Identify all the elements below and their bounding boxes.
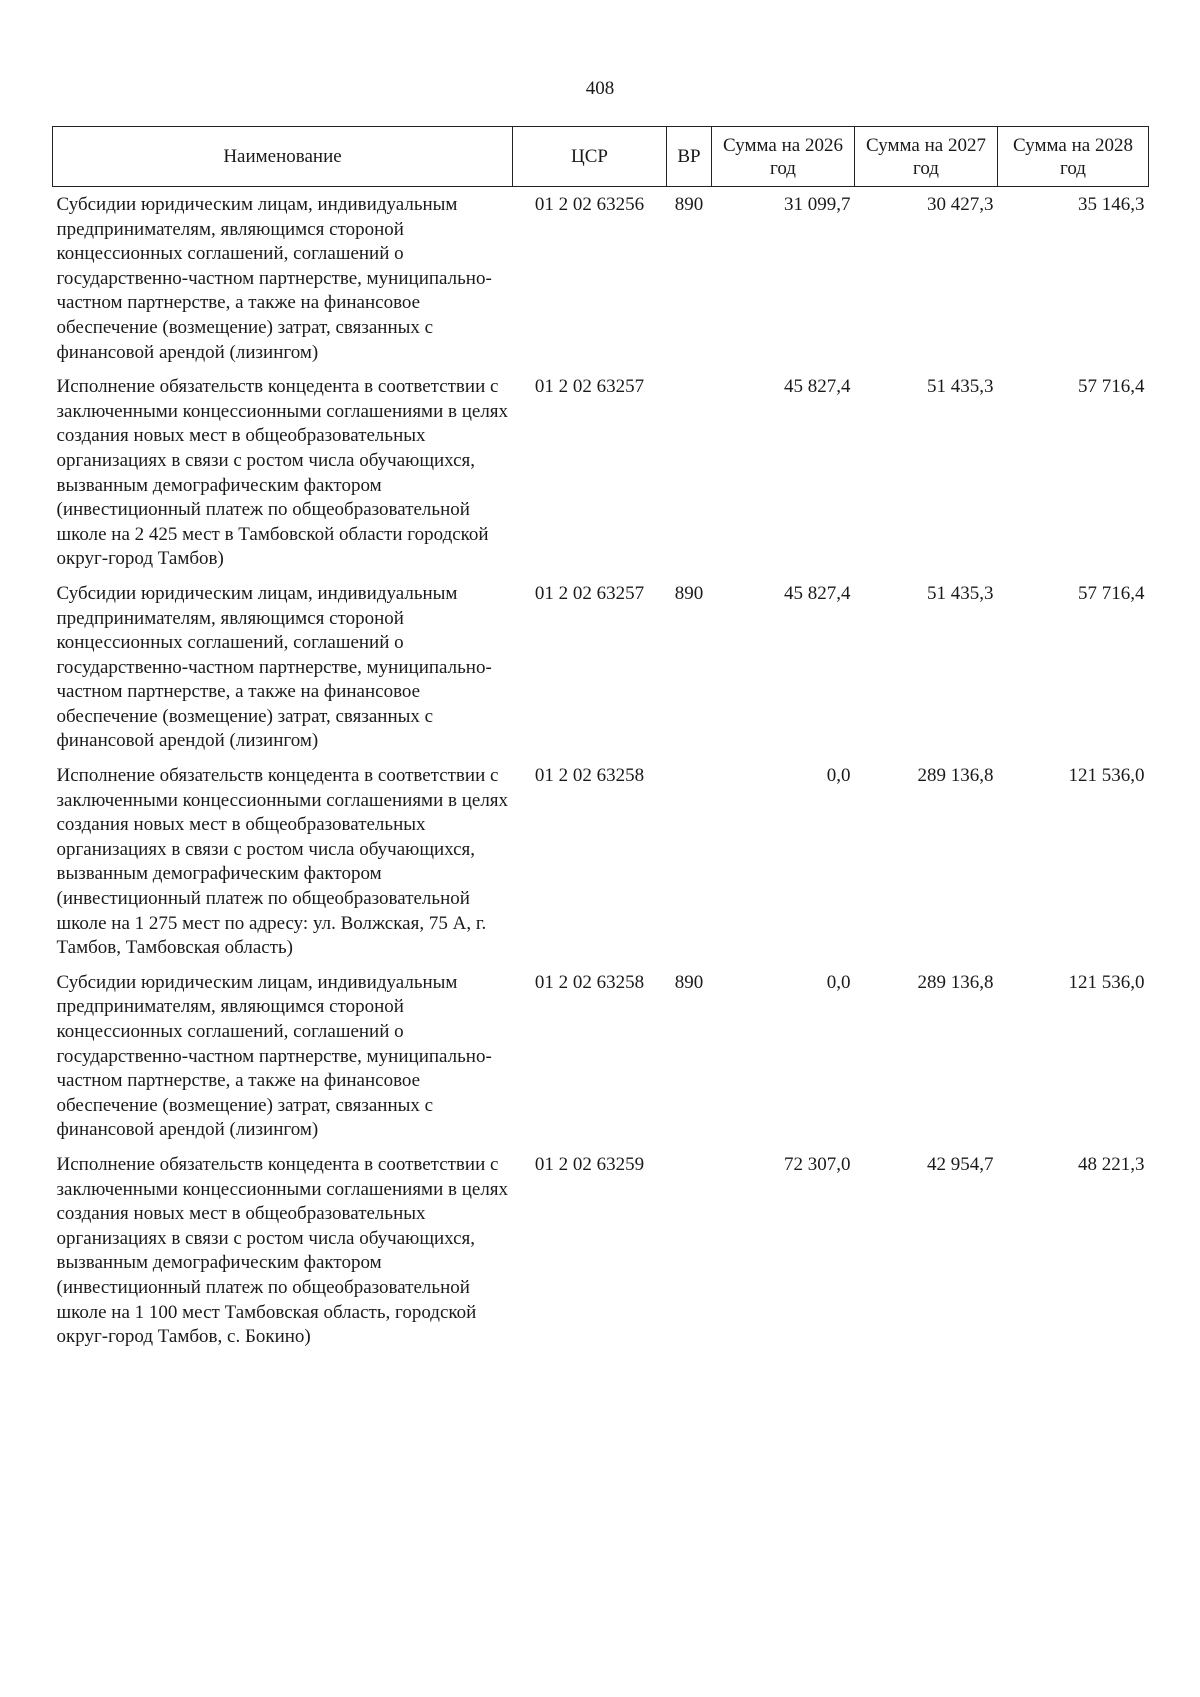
row-sum-2026: 45 827,4 bbox=[784, 582, 851, 604]
page-number: 408 bbox=[585, 78, 615, 99]
table-row bbox=[53, 1147, 1149, 1354]
table-row bbox=[53, 187, 1149, 370]
header-csr: ЦСР bbox=[513, 127, 667, 187]
row-csr: 01 2 02 63256 bbox=[534, 194, 645, 215]
row-vr: 890 bbox=[674, 194, 704, 215]
table-row bbox=[53, 758, 1149, 965]
row-sum-2026: 72 307,0 bbox=[784, 1153, 851, 1175]
table-row bbox=[53, 965, 1149, 1147]
row-sum-2027: 51 435,3 bbox=[927, 582, 994, 604]
row-sum-2028: 48 221,3 bbox=[1078, 1153, 1145, 1175]
row-vr: 890 bbox=[674, 971, 704, 993]
row-vr: 890 bbox=[674, 582, 704, 604]
row-sum-2028: 57 716,4 bbox=[1078, 582, 1145, 604]
row-sum-2027: 289 136,8 bbox=[917, 765, 994, 787]
row-sum-2027: 42 954,7 bbox=[927, 1153, 994, 1175]
row-name: Субсидии юридическим лицам, индивидуальным предпринимателям, являющимся стороной концессионных соглашений, соглашений о государственно-частном партнерстве, муниципально-частном партнерстве, а также на финансовое обеспечение (возмещение) затрат, связанных с финансовой арендой (лизингом) bbox=[56, 971, 492, 1141]
row-name: Субсидии юридическим лицам, индивидуальным предпринимателям, являющимся стороной концессионных соглашений, соглашений о государственно-частном партнерстве, муниципально-частном партнерстве, а также на финансовое обеспечение (возмещение) затрат, связанных с финансовой арендой (лизингом) bbox=[56, 582, 492, 752]
row-sum-2027: 289 136,8 bbox=[917, 971, 994, 993]
table-header bbox=[53, 127, 1149, 187]
row-sum-2026: 45 827,4 bbox=[784, 376, 851, 398]
table-body bbox=[53, 187, 1149, 1354]
row-sum-2028: 121 536,0 bbox=[1068, 971, 1145, 993]
header-row bbox=[53, 127, 1149, 187]
row-csr: 01 2 02 63257 bbox=[534, 376, 645, 398]
row-csr: 01 2 02 63258 bbox=[534, 971, 645, 993]
header-name: Наименование bbox=[53, 127, 513, 187]
row-sum-2028: 35 146,3 bbox=[1078, 194, 1145, 215]
row-name: Исполнение обязательств концедента в соответствии с заключенными концессионными соглашениями в целях создания новых мест в общеобразовательных организациях в связи с ростом числа обучающихся, вызванным демографическим фактором (инвестиционный платеж по общеобразовательной школе на 2 425 мест в Тамбовской области городской округ-город Тамбов) bbox=[56, 376, 509, 570]
table-row bbox=[53, 369, 1149, 576]
row-vr bbox=[667, 369, 712, 576]
row-sum-2026: 0,0 bbox=[826, 971, 851, 993]
row-sum-2028: 121 536,0 bbox=[1068, 765, 1145, 787]
row-sum-2026: 31 099,7 bbox=[784, 194, 851, 215]
row-name: Исполнение обязательств концедента в соответствии с заключенными концессионными соглашениями в целях создания новых мест в общеобразовательных организациях в связи с ростом числа обучающихся, вызванным демографическим фактором (инвестиционный платеж по общеобразовательной школе на 1 100 мест Тамбовская область, городской округ-город Тамбов, с. Бокино) bbox=[56, 1153, 509, 1348]
row-sum-2027: 30 427,3 bbox=[927, 194, 994, 215]
row-vr bbox=[667, 1147, 712, 1354]
row-name: Исполнение обязательств концедента в соответствии с заключенными концессионными соглашениями в целях создания новых мест в общеобразовательных организациях в связи с ростом числа обучающихся, вызванным демографическим фактором (инвестиционный платеж по общеобразовательной школе на 1 275 мест по адресу: ул. Волжская, 75 А, г. Тамбов, Тамбовская область) bbox=[56, 765, 509, 959]
header-2026: Сумма на 2026 год bbox=[712, 127, 855, 187]
row-name: Субсидии юридическим лицам, индивидуальным предпринимателям, являющимся стороной концессионных соглашений, соглашений о государственно-частном партнерстве, муниципально-частном партнерстве, а также на финансовое обеспечение (возмещение) затрат, связанных с финансовой арендой (лизингом) bbox=[56, 194, 492, 363]
row-sum-2027: 51 435,3 bbox=[927, 376, 994, 398]
header-2027: Сумма на 2027 год bbox=[855, 127, 998, 187]
table-row bbox=[53, 576, 1149, 758]
row-csr: 01 2 02 63257 bbox=[534, 582, 645, 604]
row-csr: 01 2 02 63259 bbox=[534, 1153, 645, 1175]
row-sum-2028: 57 716,4 bbox=[1078, 376, 1145, 398]
header-vr: ВР bbox=[667, 127, 712, 187]
budget-table bbox=[52, 126, 1149, 1354]
row-vr bbox=[667, 758, 712, 965]
row-sum-2026: 0,0 bbox=[826, 765, 851, 787]
row-csr: 01 2 02 63258 bbox=[534, 765, 645, 787]
header-2028: Сумма на 2028 год bbox=[998, 127, 1149, 187]
